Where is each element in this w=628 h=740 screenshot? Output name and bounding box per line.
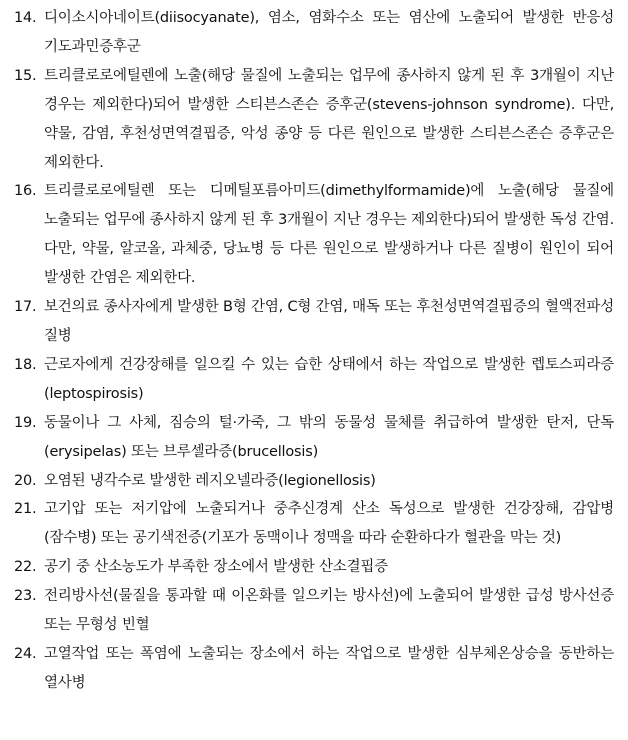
list-item bbox=[14, 640, 614, 698]
item-text: 오염된 냉각수로 발생한 레지오넬라증(legionellosis) bbox=[44, 472, 376, 489]
item-text: 근로자에게 건강장해를 일으킬 수 있는 습한 상태에서 하는 작업으로 발생한 렙토스피라증(leptospirosis) bbox=[44, 356, 614, 402]
item-text: 공기 중 산소농도가 부족한 장소에서 발생한 산소결핍증 bbox=[44, 559, 389, 576]
item-text: 보건의료 종사자에게 발생한 B형 간염, C형 간염, 매독 또는 후천성면역결핍증의 혈액전파성 질병 bbox=[44, 299, 614, 344]
item-number: 24. bbox=[14, 645, 37, 662]
list-item bbox=[14, 582, 614, 640]
item-number: 19. bbox=[14, 414, 37, 431]
list-item bbox=[14, 177, 614, 293]
list-item bbox=[14, 4, 614, 62]
item-text: 동물이나 그 사체, 짐승의 털·가죽, 그 밖의 동물성 물체를 취급하여 발생한 탄저, 단독(erysipelas) 또는 브루셀라증(brucellosis) bbox=[44, 414, 614, 460]
list-item bbox=[14, 467, 614, 496]
item-number: 20. bbox=[14, 472, 37, 489]
item-text: 트리클로로에틸렌에 노출(해당 물질에 노출되는 업무에 종사하지 않게 된 후 3개월이 지난 경우는 제외한다)되어 발생한 스티븐스존슨 증후군(stevens-johnson syndrome). 다만, 약물, 감염, 후천성면역결핍증, 악성 종양 등 다른 원인으로 발생한 스티븐스존슨 증후군은 제외한다. bbox=[44, 67, 614, 171]
item-number: 22. bbox=[14, 559, 37, 576]
list-item bbox=[14, 553, 614, 582]
item-number: 23. bbox=[14, 588, 37, 605]
item-number: 18. bbox=[14, 356, 37, 373]
item-text: 고열작업 또는 폭염에 노출되는 장소에서 하는 작업으로 발생한 심부체온상승을 동반하는 열사병 bbox=[44, 645, 614, 691]
item-number: 16. bbox=[14, 183, 37, 200]
item-text: 고기압 또는 저기압에 노출되거나 중추신경계 산소 독성으로 발생한 건강장해, 감압병(잠수병) 또는 공기색전증(기포가 동맥이나 정맥을 따라 순환하다가 혈관을 막는 것) bbox=[44, 501, 614, 547]
item-number: 21. bbox=[14, 501, 37, 518]
item-text: 트리클로로에틸렌 또는 디메틸포름아미드(dimethylformamide)에 노출(해당 물질에 노출되는 업무에 종사하지 않게 된 후 3개월이 지난 경우는 제외한다)되어 발생한 독성 간염. 다만, 약물, 알코올, 과체중, 당뇨병 등 다른 원인으로 발생하거나 다른 질병이 원인이 되어 발생한 간염은 제외한다. bbox=[44, 183, 614, 287]
item-text: 디이소시아네이트(diisocyanate), 염소, 염화수소 또는 염산에 노출되어 발생한 반응성 기도과민증후군 bbox=[44, 10, 614, 55]
item-text: 전리방사선(물질을 통과할 때 이온화를 일으키는 방사선)에 노출되어 발생한 급성 방사선증 또는 무형성 빈혈 bbox=[44, 588, 614, 634]
item-number: 17. bbox=[14, 299, 37, 316]
item-number: 14. bbox=[14, 10, 37, 26]
list-item bbox=[14, 62, 614, 178]
list-item bbox=[14, 351, 614, 409]
list-item bbox=[14, 495, 614, 553]
list-item bbox=[14, 409, 614, 467]
list-item bbox=[14, 293, 614, 351]
item-number: 15. bbox=[14, 67, 37, 84]
